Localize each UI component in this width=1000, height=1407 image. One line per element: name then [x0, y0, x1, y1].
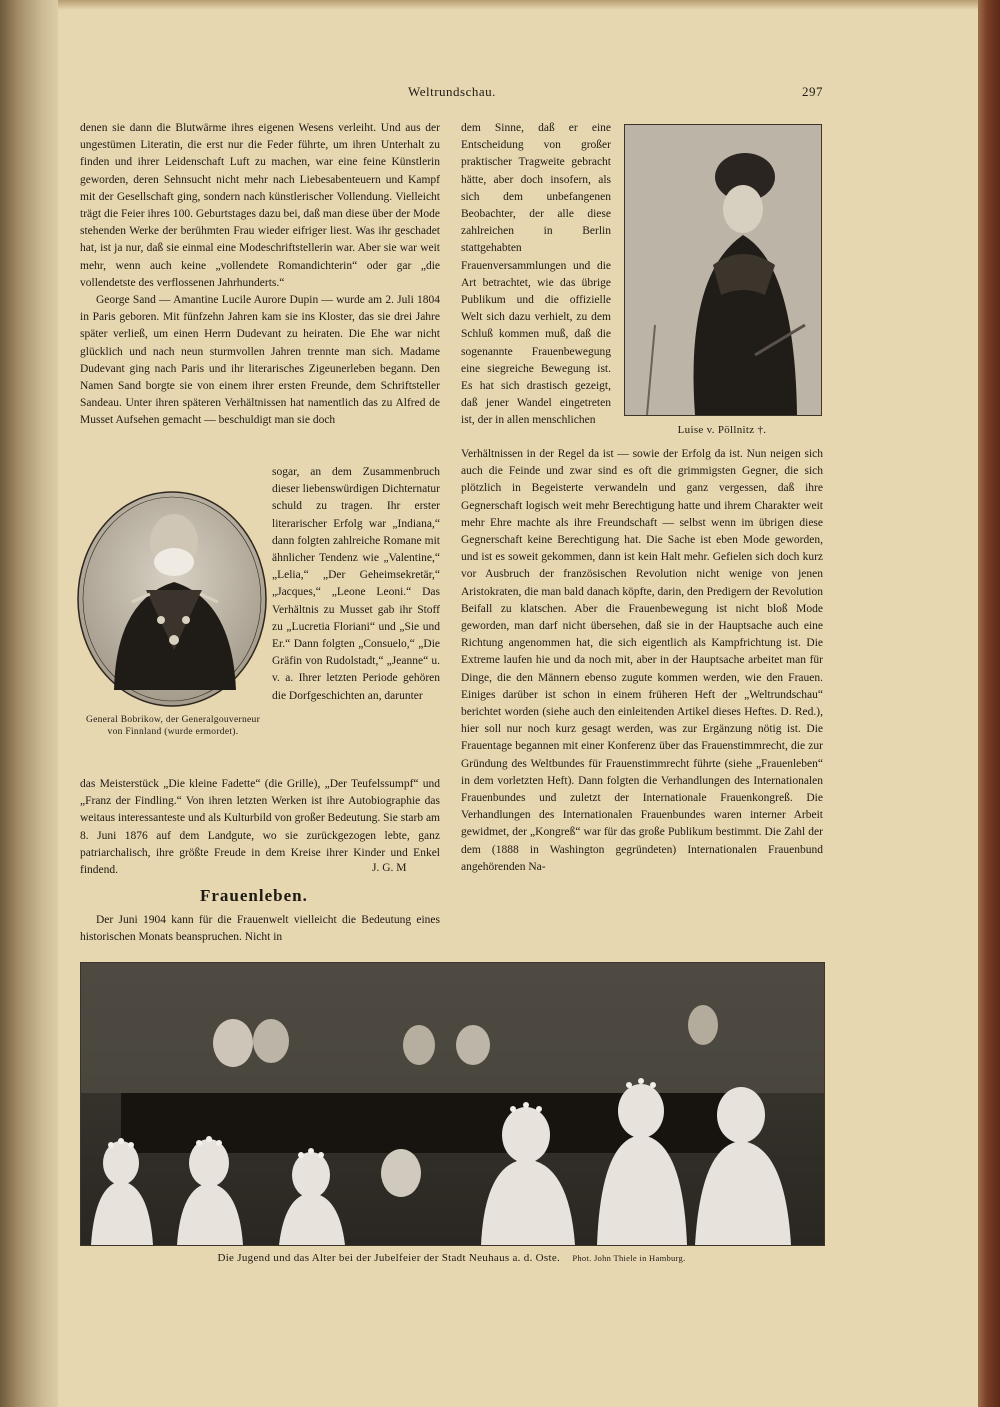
paragraph: denen sie dann die Blutwärme ihres eigenen Wesens verleiht. Und aus der ungestümen Literatin, die erst nur die Feder führte, um ihren Unterhalt zu finden und ihrer Leidenschaft Luft zu machen, war eine feine Künstlerin geworden, deren Sehnsucht nicht mehr nach Liebesabenteuern und Kampf mit der Gesellschaft ging, sondern nach künstlerischer Vollendung. Vielleicht trägt die Feier ihres 100. Geburtstages dazu bei, daß man diese über der Mode stehenden Werke der berühmten Frau wieder eifriger liest. Was ihr geschadet hat, ist ja nur, daß sie einmal eine Modeschriftstellerin war. Aber sie war weit mehr, wenn auch keine „vollendete Romandichterin“ oder gar „die vollendetste des verflossenen Jahrhunderts.“ [80, 122, 440, 289]
portrait-bobrikow-frame [76, 490, 268, 708]
signature: J. G. M [372, 862, 407, 874]
paragraph: George Sand — Amantine Lucile Aurore Dupin — wurde am 2. Juli 1804 in Paris geboren. Mit fünfzehn Jahren kam sie ins Kloster, das sie drei Jahre später verließ, um einen Herrn Dudevant zu heiraten. Die Ehe war nicht glücklich und nach neun sturmvollen Jahren trennte man sich. Madame Dudevant ging nach Paris und ihr literarisches Zigeunerleben begann. Den Namen Sand borgte sie von einem ihrer ersten Freunde, dem Schriftsteller Sandeau. Unter ihren späteren Verhältnissen hat namentlich das zu Alfred de Musset Aufsehen gemacht — beschuldigt man sie doch [80, 294, 440, 427]
paragraph: dem Sinne, daß er eine Entscheidung von großer praktischer Tragweite gebracht hätte, aber doch insofern, als sich dem unbefangenen Beobachter, der alle diese zahlreichen in Berlin stattgehabten Frauenversammlungen und die Art betrachtet, wie das übrige Publikum und die offizielle Welt sich dazu verhielt, zu dem Schluß kommen muß, daß die sogenannte Frauenbewegung eine siegreiche Bewegung ist. Es hat sich drastisch gezeigt, daß jener Wandel eingetreten ist, der in allen menschlichen [461, 122, 611, 427]
caption-group-photo [80, 1252, 823, 1264]
book-cover-edge [978, 0, 1000, 1407]
portrait-poellnitz-image [625, 125, 821, 415]
paragraph: Verhältnissen in der Regel da ist — sowie der Erfolg da ist. Nun neigen sich auch die Feinde und zwar sind es oft die grimmigsten Gegner, die sich plötzlich in Begeisterte verwandeln und ganz vergessen, daß ihre Gegnerschaft logisch weit mehr Berechtigung hatte und ihrem Charakter weit mehr Ehre machte als ihre Freundschaft — selbst wenn im übrigen diese Gegnerschaft keine Berechtigung hat. Die Sache ist eben Mode geworden, und ist es soweit gekommen, dann ist kein Halt mehr. Gefielen sich doch kurz vor Ausbruch der französischen Revolution nicht wenige von jenen Aristokraten, die man bald danach köpfte, darin, den Predigern der Revolution Beifall zu klatschen. Aber die Frauenbewegung ist nicht bloß Mode geworden, man darf nicht übersehen, daß sie in der Hauptsache auch eine Richtung angenommen hat, die sich eigentlich als Kampfrichtung ist. Die Extreme laufen hie und da noch mit, aber in der Hauptsache arbeitet man für Dinge, die den Männern ebenso zugute kommen werden, wie den Frauen. Einiges darüber ist schon in einem früheren Heft der „Weltrundschau“ berichtet worden (siehe auch den einleitenden Artikel dieses Heftes. D. Red.), hier soll nur noch kurz gesagt werden, was zur Ergänzung nötig ist. Die Frauentage begannen mit einer Konferenz über das Frauenstimmrecht, die zur Gründung des Weltbundes für Frauenstimmrecht führte (siehe „Frauenleben“ in dem vorletzten Heft). Dann folgten die Verhandlungen des Internationalen Frauenbundes und zuletzt der Internationale Frauenkongreß. Die Verhandlungen des Internationalen Frauenbundes waren interner Arbeit gewidmet, der „Kongreß“ war für das große Publikum bestimmt. Die Zahl der dem (1888 in Washington gegründeten) Internationalen Frauenbund angehörenden Na- [461, 448, 823, 873]
right-column-full [461, 446, 823, 948]
caption-group-text: Die Jugend und das Alter bei der Jubelfeier der Stadt Neuhaus a. d. Oste. [217, 1252, 561, 1264]
running-title: Weltrundschau. [408, 84, 496, 99]
page-number: 297 [802, 84, 823, 99]
paragraph: sogar, an dem Zusammenbruch dieser liebenswürdigen Dichternatur schuld zu tragen. Ihr erster literarischer Erfolg war „Indiana,“ dann folgten zahlreiche Romane mit ähnlicher Tendenz wie „Valentine,“ „Lelia,“ „Der Geheimsekretär,“ „Jacques,“ „Leone Leoni.“ Das Verhältnis zu Musset gab ihr Stoff zu „Lucretia Floriani“ und „Sie und Er.“ Dann folgten „Consuelo,“ „Die Gräfin von Rudolstadt,“ „Jeanne“ u. v. a. Ihrer letzten Periode gehören die Dorfgeschichten an, darunter [272, 466, 440, 702]
portrait-bobrikow [76, 490, 268, 708]
left-column-beside-portrait [272, 464, 440, 780]
left-column-top [80, 120, 440, 490]
paragraph: Der Juni 1904 kann für die Frauenwelt vielleicht die Bedeutung eines historischen Monats beanspruchen. Nicht in [80, 914, 440, 944]
right-column-narrow [461, 120, 611, 450]
top-edge [58, 0, 978, 10]
portrait-poellnitz [624, 124, 822, 416]
running-head [78, 84, 823, 104]
group-photo-image [81, 963, 824, 1245]
group-photo [80, 962, 825, 1246]
caption-photo-credit: Phot. John Thiele in Hamburg. [572, 1253, 686, 1263]
caption-poellnitz: Luise v. Pöllnitz †. [677, 424, 767, 436]
section-heading: Frauenleben. [200, 886, 308, 905]
caption-bobrikow: General Bobrikow, der Generalgouverneur von Finnland (wurde ermordet). [85, 715, 261, 737]
paragraph: das Meisterstück „Die kleine Fadette“ (die Grille), „Der Teufelssumpf“ und „Franz der Findling.“ Von ihren letzten Werken ist ihre Autobiographie das weitaus interessanteste und als Kulturbild von großer Bedeutung. Sie starb am 8. Juni 1876 auf dem Landgute, wo sie zurückgezogen lebte, ganz patriarchalisch, ihre größte Freude in dem Kreise ihrer Kinder und Enkel findend. [80, 778, 440, 877]
left-column-final [80, 912, 440, 948]
binding-gutter [0, 0, 58, 1407]
